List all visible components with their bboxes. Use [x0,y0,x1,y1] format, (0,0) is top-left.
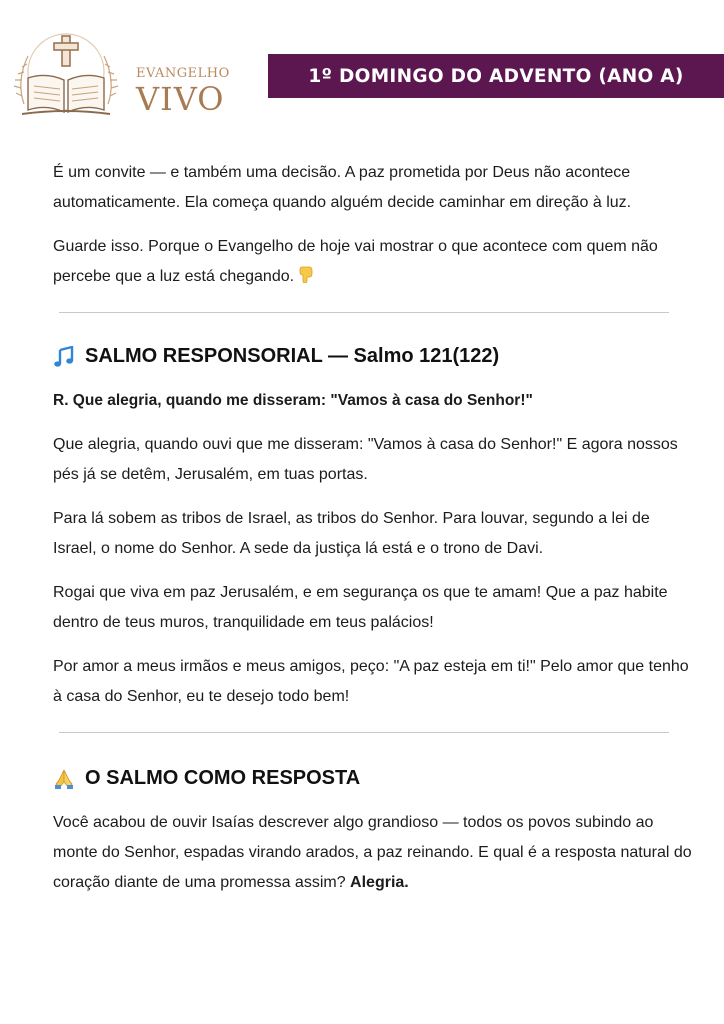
brand-name: VIVO [136,80,225,118]
section-divider [59,312,669,313]
response-section-heading [53,767,693,790]
psalm-verse-3: Rogai que viva em paz Jerusalém, e em segurança os que te amam! Que a paz habite dentro de teus muros, tranquilidade em teus palácios! [53,584,668,631]
psalm-verse-4: Por amor a meus irmãos e meus amigos, peço: "A paz esteja em ti!" Pelo amor que tenho à casa do Senhor, eu te desejo todo bem! [53,658,689,705]
praying-hands-icon [53,768,75,790]
psalm-verse-1: Que alegria, quando ouvi que me disseram: "Vamos à casa do Senhor!" E agora nossos pés já se detêm, Jerusalém, em tuas portas. [53,436,678,483]
page-header [0,0,724,130]
response-title: O SALMO COMO RESPOSTA [85,767,361,789]
intro-paragraph-1: É um convite — e também uma decisão. A paz prometida por Deus não acontece automaticamente. Ela começa quando alguém decide caminhar em direção à luz. [53,164,632,211]
response-bold-word: Alegria. [350,874,409,891]
psalm-title: SALMO RESPONSORIAL — Salmo 121(122) [85,345,500,367]
psalm-section-heading [53,345,693,368]
psalm-verse-2: Para lá sobem as tribos de Israel, as tribos do Senhor. Para louvar, segundo a lei de Israel, o nome do Senhor. A sede da justiça lá está e o trono de Davi. [53,510,650,557]
pointing-down-hand-icon [298,265,314,283]
open-bible-cross-logo-icon [6,26,126,126]
psalm-refrain: R. Que alegria, quando me disseram: "Vamos à casa do Senhor!" [53,392,533,409]
intro-paragraph-2: Guarde isso. Porque o Evangelho de hoje vai mostrar o que acontece com quem não percebe que a luz está chegando. [53,238,658,285]
brand-subtitle: EVANGELHO [136,66,230,81]
section-divider [59,732,669,733]
document-body [53,158,693,912]
music-notes-icon [53,346,75,368]
title-banner: 1º DOMINGO DO ADVENTO (ANO A) [268,54,724,98]
response-paragraph: Você acabou de ouvir Isaías descrever algo grandioso — todos os povos subindo ao monte do Senhor, espadas virando arados, a paz reinando. E qual é a resposta natural do coração diante de uma promessa assim? Alegria. [53,814,692,891]
